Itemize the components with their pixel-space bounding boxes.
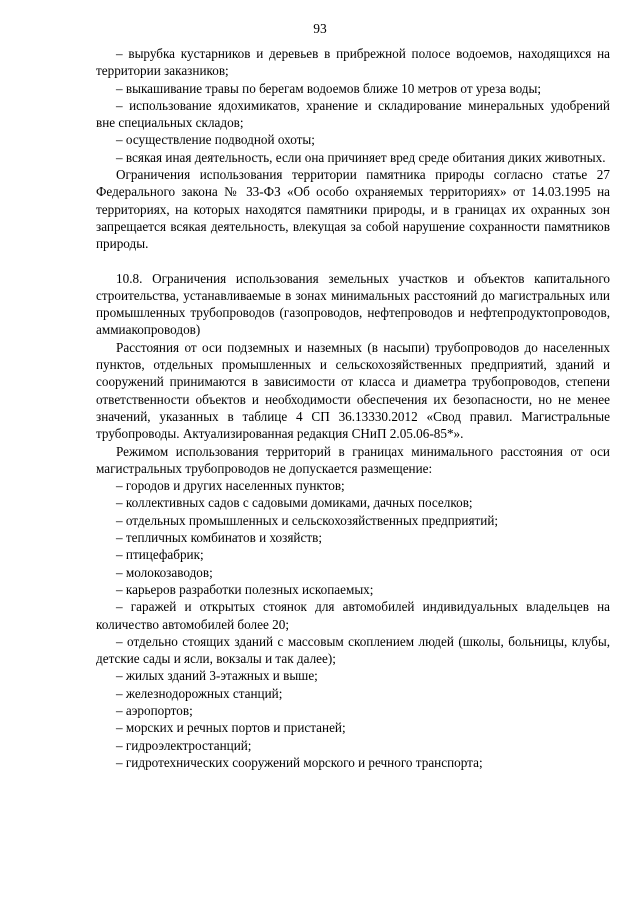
block-restrictions-reserves [96,45,610,253]
paragraph: Ограничения использования территории памятника природы согласно статье 27 Федерального закона № 33-ФЗ «Об особо охраняемых территориях» от 14.03.1995 на территориях, на которых находятся памятники природы, и в границах их охранных зон запрещается всякая деятельность, влекущая за собой нарушение сохранности памятников природы. [96,167,610,252]
list-item: – гаражей и открытых стоянок для автомобилей индивидуальных владельцев на количество автомобилей более 20; [96,599,610,632]
list-item: – гидроэлектростанций; [116,737,252,753]
list-item: – коллективных садов с садовыми домиками, дачных поселков; [116,495,473,511]
paragraph: Расстояния от оси подземных и наземных (в насыпи) трубопроводов до населенных пунктов, отдельных промышленных и сельскохозяйственных предприятий, зданий и сооружений принимаются в зависимости от класса и диаметра трубопроводов, степени ответственности объектов и необходимости обеспечения их безопасности, но не менее значений, указанных в таблице 4 СП 36.13330.2012 «Свод правил. Магистральные трубопроводы. Актуализированная редакция СНиП 2.05.06-85*». [96,339,610,442]
list-item: – молокозаводов; [116,564,213,580]
list-item: – вырубка кустарников и деревьев в прибрежной полосе водоемов, находящихся на территории заказников; [96,46,610,79]
list-item: – жилых зданий 3-этажных и выше; [116,668,318,684]
list-item: – всякая иная деятельность, если она причиняет вред среде обитания диких животных. [116,149,606,165]
list-item: – железнодорожных станций; [116,685,283,701]
page-body [96,45,610,771]
block-pipeline-restrictions [96,270,610,772]
list-item: – использование ядохимикатов, хранение и складирование минеральных удобрений вне специальных складов; [96,97,610,131]
paragraph: Режимом использования территорий в границах минимального расстояния от оси магистральных трубопроводов не допускается размещение: [96,443,610,476]
list-item: – птицефабрик; [116,547,204,563]
list-item: – городов и других населенных пунктов; [116,478,345,494]
list-item: – гидротехнических сооружений морского и речного транспорта; [116,754,483,770]
page-number: 93 [313,21,327,36]
list-item: – отдельных промышленных и сельскохозяйственных предприятий; [116,512,499,528]
list-item: – карьеров разработки полезных ископаемых; [116,581,374,597]
list-item: – осуществление подводной охоты; [116,132,315,148]
list-item: – выкашивание травы по берегам водоемов ближе 10 метров от уреза воды; [116,80,542,96]
list-item: – аэропортов; [116,702,193,718]
list-item: – тепличных комбинатов и хозяйств; [116,530,322,546]
paragraph-spacer [96,253,610,270]
list-item: – отдельно стоящих зданий с массовым скоплением людей (школы, больницы, клубы, детские сады и ясли, вокзалы и так далее); [96,633,610,667]
list-item: – морских и речных портов и пристаней; [116,720,346,736]
section-heading: 10.8. Ограничения использования земельных участков и объектов капитального строительства, устанавливаемые в зонах минимальных расстояний до магистральных или промышленных трубопроводов (газопроводов, нефтепроводов и нефтепродуктопроводов, аммиакопроводов) [96,270,610,338]
